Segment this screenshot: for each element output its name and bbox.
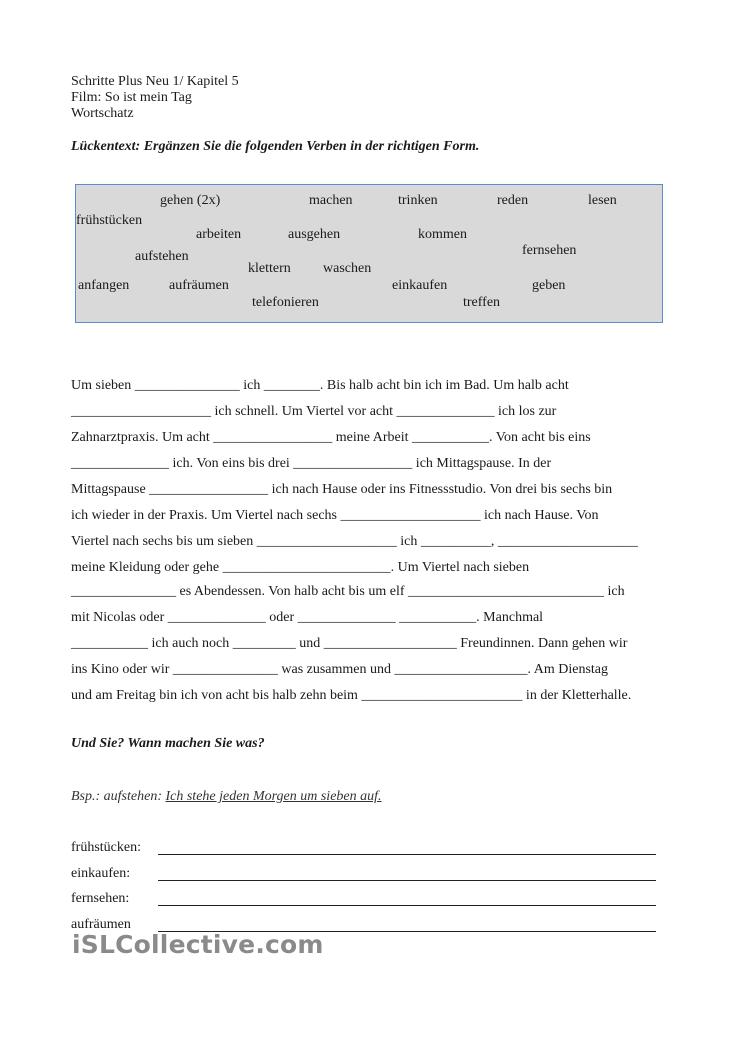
word-bank-item: lesen	[588, 193, 617, 208]
answer-line[interactable]	[158, 905, 656, 906]
question-label: aufräumen	[71, 917, 131, 932]
paragraph-line: Zahnarztpraxis. Um acht _________________ meine Arbeit ___________. Von acht bis eins	[71, 430, 591, 445]
word-bank-item: fernsehen	[522, 243, 577, 258]
word-bank-item: arbeiten	[196, 227, 242, 242]
answer-line[interactable]	[158, 854, 656, 855]
paragraph-line: und am Freitag bin ich von acht bis halb zehn beim _______________________ in der Kletterhalle.	[71, 688, 632, 703]
example-sentence	[71, 789, 382, 805]
word-bank-item: aufstehen	[135, 249, 189, 264]
header-topic: Wortschatz	[71, 106, 134, 121]
word-bank-item: aufräumen	[169, 278, 229, 293]
word-bank-item: machen	[309, 193, 353, 208]
paragraph-line: meine Kleidung oder gehe ________________________. Um Viertel nach sieben	[71, 560, 530, 575]
paragraph-line: ich wieder in der Praxis. Um Viertel nach sechs ____________________ ich nach Hause. Von	[71, 508, 599, 523]
paragraph-line: _______________ es Abendessen. Von halb acht bis um elf ____________________________ ich	[71, 584, 625, 599]
paragraph-line: ____________________ ich schnell. Um Viertel vor acht ______________ ich los zur	[71, 404, 557, 419]
word-bank-item: geben	[532, 278, 566, 293]
word-bank-item: trinken	[398, 193, 438, 208]
paragraph-line: mit Nicolas oder ______________ oder ______________ ___________. Manchmal	[71, 610, 544, 625]
question-label: frühstücken:	[71, 840, 141, 855]
example-answer: Ich stehe jeden Morgen um sieben auf.	[165, 789, 382, 804]
answer-line[interactable]	[158, 880, 656, 881]
paragraph-line: Um sieben _______________ ich ________. Bis halb acht bin ich im Bad. Um halb acht	[71, 378, 569, 393]
word-bank-item: reden	[497, 193, 529, 208]
example-prefix: Bsp.: aufstehen:	[71, 789, 162, 804]
word-bank-box	[75, 184, 663, 323]
word-bank-item: frühstücken	[76, 213, 143, 228]
word-bank-item: einkaufen	[392, 278, 448, 293]
header-film: Film: So ist mein Tag	[71, 90, 192, 105]
header-course: Schritte Plus Neu 1/ Kapitel 5	[71, 74, 239, 89]
word-bank-item: telefonieren	[252, 295, 319, 310]
question-label: fernsehen:	[71, 891, 130, 906]
word-bank-item: kommen	[418, 227, 467, 242]
word-bank-item: ausgehen	[288, 227, 341, 242]
word-bank-item: klettern	[248, 261, 291, 276]
islcollective-watermark: iSLCollective.com	[72, 930, 324, 959]
exercise-instruction: Lückentext: Ergänzen Sie die folgenden Verben in der richtigen Form.	[71, 139, 480, 154]
paragraph-line: ______________ ich. Von eins bis drei _________________ ich Mittagspause. In der	[71, 456, 552, 471]
word-bank-item: anfangen	[78, 278, 130, 293]
section-title: Und Sie? Wann machen Sie was?	[71, 736, 265, 751]
paragraph-line: ___________ ich auch noch _________ und ___________________ Freundinnen. Dann gehen wir	[71, 636, 628, 651]
paragraph-line: ins Kino oder wir _______________ was zusammen und ___________________. Am Dienstag	[71, 662, 609, 677]
word-bank-item: waschen	[323, 261, 372, 276]
paragraph-line: Mittagspause _________________ ich nach Hause oder ins Fitnessstudio. Von drei bis sechs bin	[71, 482, 613, 497]
paragraph-line: Viertel nach sechs bis um sieben ____________________ ich __________, ____________________	[71, 534, 638, 549]
question-label: einkaufen:	[71, 866, 131, 881]
word-bank-item: treffen	[463, 295, 501, 310]
word-bank-item: gehen (2x)	[160, 193, 221, 208]
